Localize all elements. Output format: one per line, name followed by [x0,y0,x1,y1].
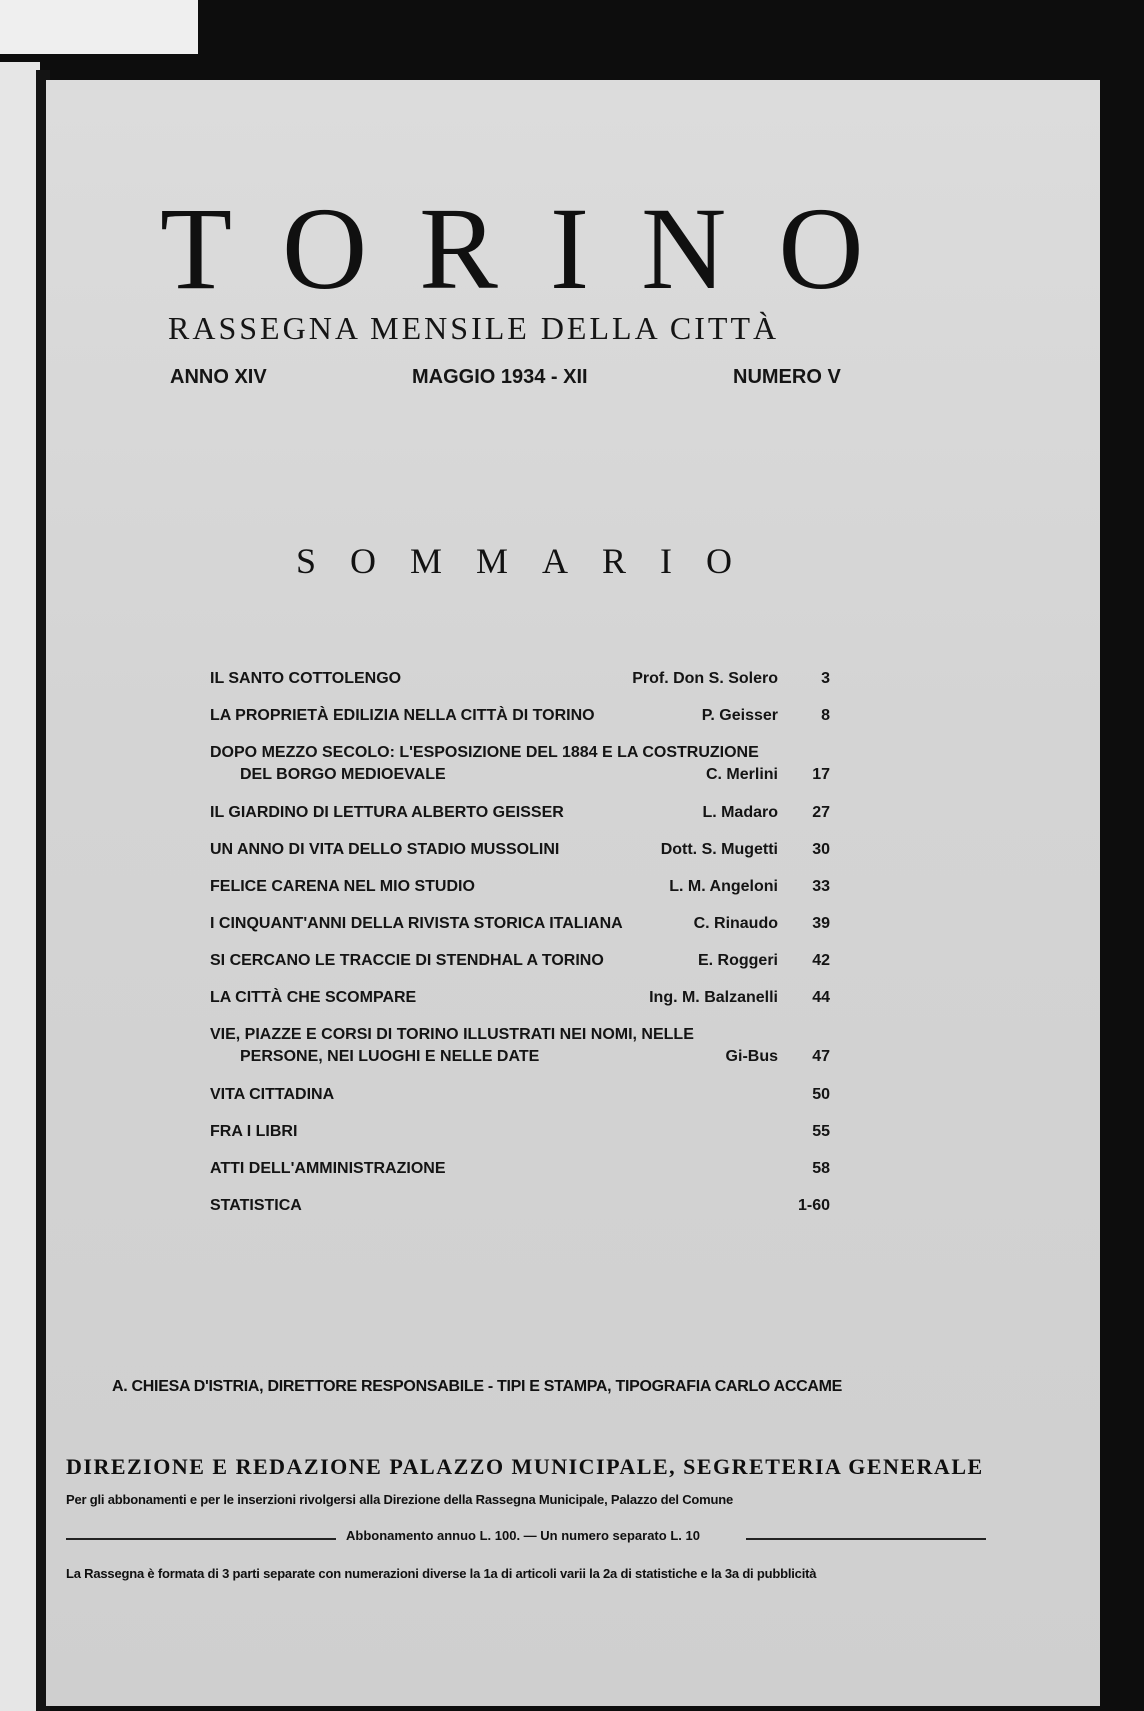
toc-entry [210,668,830,705]
scan-corner [0,0,198,54]
note-line: La Rassegna è formata di 3 parti separate con numerazioni diverse la 1a di articoli varii la 2a di statistiche e la 3a di pubblicità [66,1566,817,1581]
toc-entry-author: P. Geisser [701,707,778,724]
toc-entry [210,913,830,950]
toc-title-text: VIE, PIAZZE E CORSI DI TORINO ILLUSTRATI NEI NOMI, NELLE [210,1026,694,1043]
toc-entry-page: 58 [812,1160,830,1177]
masthead-title: TORINO [160,183,916,314]
toc-entry-author: Prof. Don S. Solero [632,670,778,687]
toc-title-continuation: DEL BORGO MEDIOEVALE [240,766,446,783]
toc-entry [210,839,830,876]
toc-entry [210,742,830,802]
toc-title-text: IL SANTO COTTOLENGO [210,670,402,687]
toc-entry [210,1158,830,1195]
toc-entry-title [210,1195,770,1217]
toc-entry-author: C. Rinaudo [693,915,778,932]
prezzi-line: Abbonamento annuo L. 100. — Un numero separato L. 10 [346,1528,700,1543]
credits-line: A. CHIESA D'ISTRIA, DIRETTORE RESPONSABILE - TIPI E STAMPA, TIPOGRAFIA CARLO ACCAME [112,1378,843,1395]
direzione-line: DIREZIONE E REDAZIONE PALAZZO MUNICIPALE, SEGRETERIA GENERALE [66,1454,984,1479]
toc-title-text: IL GIARDINO DI LETTURA ALBERTO GEISSER [210,804,564,821]
toc-title-text: SI CERCANO LE TRACCIE DI STENDHAL A TORINO [210,952,604,969]
toc-entry [210,1195,830,1232]
toc-entry-page: 27 [812,804,830,821]
toc-entry [210,950,830,987]
toc-entry [210,802,830,839]
toc-entry [210,705,830,742]
toc-entry-page: 1-60 [797,1197,830,1214]
toc-entry-page: 30 [812,841,830,858]
toc-entry [210,876,830,913]
toc-entry-title [210,802,770,824]
toc-title-text: ATTI DELL'AMMINISTRAZIONE [210,1160,446,1177]
toc-title-text: VITA CITTADINA [210,1086,335,1103]
abbonamenti-line: Per gli abbonamenti e per le inserzioni rivolgersi alla Direzione della Rassegna Municipale, Palazzo del Comune [66,1492,733,1507]
toc-entry-author: Ing. M. Balzanelli [649,989,778,1006]
toc-entry-page: 8 [821,707,830,724]
toc-entry [210,987,830,1024]
toc-title-text: LA PROPRIETÀ EDILIZIA NELLA CITTÀ DI TORINO [210,707,595,724]
issue-numero: NUMERO V [733,366,841,388]
prezzi-rule [66,1528,986,1548]
toc-entry-author: Gi-Bus [725,1048,778,1065]
toc-entry-page: 42 [812,952,830,969]
table-of-contents [210,668,830,1232]
toc-entry-title [210,1024,770,1068]
toc-entry [210,1084,830,1121]
toc-title-text: DOPO MEZZO SECOLO: L'ESPOSIZIONE DEL 1884 E LA COSTRUZIONE [210,744,759,761]
sommario-heading: SOMMARIO [296,541,767,581]
toc-entry-page: 3 [821,670,830,687]
toc-entry-page: 33 [812,878,830,895]
toc-entry-page: 50 [812,1086,830,1103]
page-edge [0,62,40,1711]
toc-entry-author: L. Madaro [702,804,778,821]
toc-entry-title [210,705,770,727]
issue-date: MAGGIO 1934 - XII [412,366,588,388]
toc-title-text: UN ANNO DI VITA DELLO STADIO MUSSOLINI [210,841,560,858]
toc-title-continuation: PERSONE, NEI LUOGHI E NELLE DATE [240,1048,540,1065]
toc-title-text: FRA I LIBRI [210,1123,298,1140]
toc-entry [210,1024,830,1084]
toc-entry-page: 55 [812,1123,830,1140]
toc-entry-page: 17 [812,766,830,783]
toc-entry-title [210,1121,770,1143]
toc-entry-author: L. M. Angeloni [669,878,778,895]
toc-entry-page: 47 [812,1048,830,1065]
toc-title-text: STATISTICA [210,1197,302,1214]
issue-anno: ANNO XIV [170,366,267,388]
toc-entry-title [210,950,770,972]
masthead-subtitle: RASSEGNA MENSILE DELLA CITTÀ [168,310,780,346]
toc-title-text: I CINQUANT'ANNI DELLA RIVISTA STORICA ITALIANA [210,915,623,932]
toc-entry-page: 39 [812,915,830,932]
toc-entry-page: 44 [812,989,830,1006]
toc-entry-author: E. Roggeri [697,952,778,969]
toc-entry-title [210,1158,770,1180]
toc-entry-author: Dott. S. Mugetti [660,841,778,858]
toc-title-text: LA CITTÀ CHE SCOMPARE [210,989,417,1006]
toc-entry [210,1121,830,1158]
toc-entry-author: C. Merlini [705,766,778,783]
toc-entry-title [210,913,770,935]
toc-title-text: FELICE CARENA NEL MIO STUDIO [210,878,475,895]
toc-entry-title [210,1084,770,1106]
toc-entry-title [210,742,770,786]
